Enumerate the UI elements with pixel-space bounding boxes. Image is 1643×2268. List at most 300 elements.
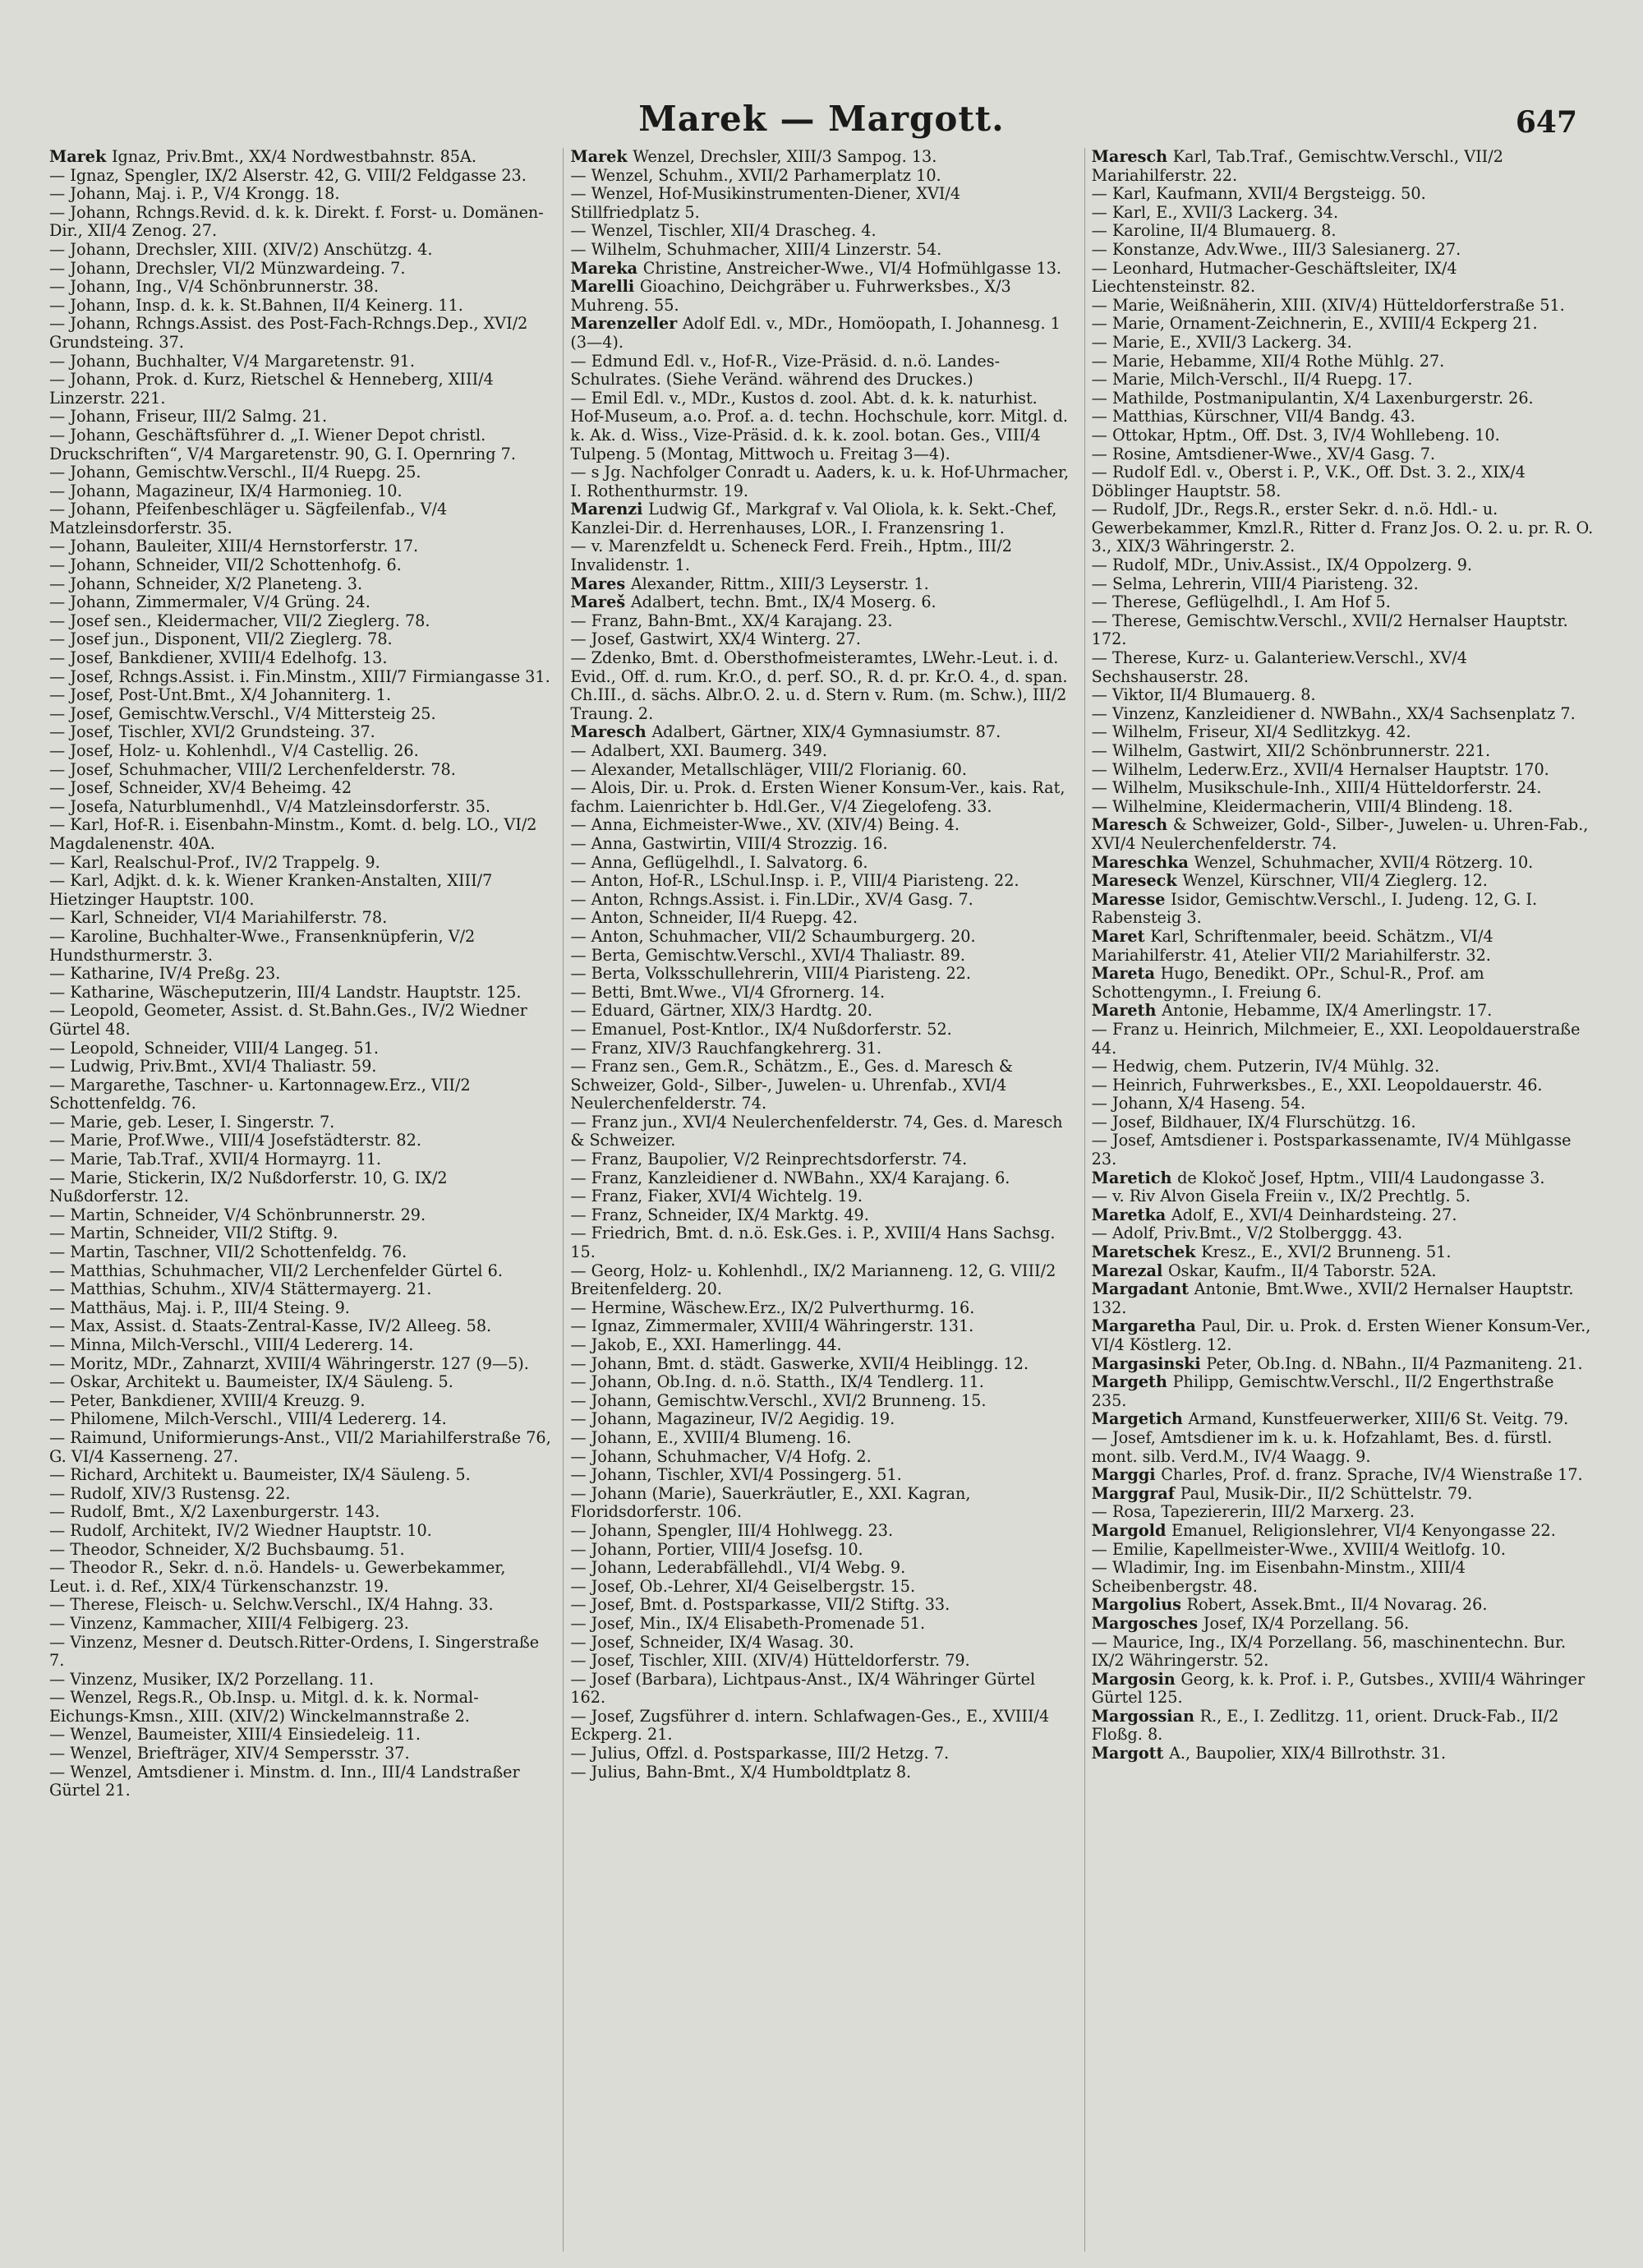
entry-surname: Mareth <box>1091 1001 1162 1021</box>
entry-surname: Margetich <box>1091 1409 1189 1429</box>
directory-entry <box>1092 1503 1594 1522</box>
directory-entry <box>1092 928 1594 965</box>
entry-details: — Jakob, E., XXI. Hamerlingg. 44. <box>570 1335 842 1354</box>
directory-entry <box>570 630 1072 649</box>
entry-details: — Rudolf, Bmt., X/2 Laxenburgerstr. 143. <box>49 1502 380 1522</box>
entry-surname: Maretschek <box>1091 1242 1202 1262</box>
directory-entry <box>1092 371 1594 390</box>
entry-details: — Anton, Schneider, II/4 Ruepg. 42. <box>570 908 858 928</box>
directory-entry <box>49 1634 551 1671</box>
entry-details: de Klokoč Josef, Hptm., VIII/4 Laudongasse 3. <box>1177 1168 1545 1187</box>
directory-entry <box>1092 1262 1594 1281</box>
entry-surname: Margeth <box>1091 1372 1173 1392</box>
entry-details: Hugo, Benedikt. OPr., Schul-R., Prof. am Schottengymn., I. Freiung 6. <box>1091 964 1484 1002</box>
directory-entry <box>570 1113 1072 1150</box>
column-1 <box>49 148 551 2252</box>
entry-surname: Marek <box>49 148 112 166</box>
directory-entry <box>1092 742 1594 761</box>
entry-details: — Johann, Magazineur, IX/4 Harmonieg. 10. <box>49 481 403 500</box>
entry-details: — Josef, Tischler, XIII. (XIV/4) Hütteldorferstr. 79. <box>570 1651 970 1671</box>
directory-entry <box>1092 1708 1594 1745</box>
directory-entry <box>570 1596 1072 1615</box>
entry-details: — Johann, Geschäftsführer d. „I. Wiener Depot christl. Druckschriften“, V/4 Margaretenstr. 90, G. I. Opernring 7. <box>49 425 516 463</box>
entry-details: Wenzel, Kürschner, VII/4 Zieglerg. 12. <box>1182 871 1488 891</box>
directory-entry <box>570 1392 1072 1411</box>
directory-entry <box>1092 1058 1594 1076</box>
entry-details: — Josef, Zugsführer d. intern. Schlafwagen-Ges., E., XVIII/4 Eckperg. 21. <box>570 1706 1050 1745</box>
entry-details: — Franz, Schneider, IX/4 Marktg. 49. <box>570 1205 869 1224</box>
entry-details: Paul, Musik-Dir., II/2 Schüttelstr. 79. <box>1180 1483 1473 1503</box>
directory-entry <box>1092 222 1594 241</box>
directory-entry <box>1092 445 1594 464</box>
entry-details: — v. Marenzfeldt u. Scheneck Ferd. Freih., Hptm., III/2 Invalidenstr. 1. <box>570 537 1013 575</box>
directory-entry <box>570 1634 1072 1653</box>
directory-entry <box>49 612 551 631</box>
directory-entry <box>49 798 551 817</box>
entry-details: Paul, Dir. u. Prok. d. Ersten Wiener Konsum-Ver., VI/4 Köstlerg. 12. <box>1091 1316 1591 1354</box>
directory-entry <box>1092 315 1594 334</box>
entry-details: — Vinzenz, Kammacher, XIII/4 Felbigerg. 23. <box>49 1613 409 1633</box>
directory-entry <box>1092 241 1594 260</box>
directory-entry <box>570 575 1072 594</box>
directory-entry <box>570 167 1072 186</box>
directory-entry <box>570 649 1072 723</box>
entry-details: — Johann, Maj. i. P., V/4 Krongg. 18. <box>49 184 340 204</box>
directory-entry <box>1092 723 1594 742</box>
directory-entry <box>49 1113 551 1132</box>
entry-details: — Konstanze, Adv.Wwe., III/3 Salesianerg. 27. <box>1091 239 1461 259</box>
entry-details: — Marie, Ornament-Zeichnerin, E., XVIII/4 Eckperg 21. <box>1091 314 1538 334</box>
entry-details: — Hermine, Wäschew.Erz., IX/2 Pulverthurmg. 16. <box>570 1298 975 1317</box>
entry-details: — Rosa, Tapeziererin, III/2 Marxerg. 23. <box>1091 1502 1415 1522</box>
directory-entry <box>1092 463 1594 500</box>
entry-details: — Franz u. Heinrich, Milchmeier, E., XXI. Leopoldauerstraße 44. <box>1091 1019 1581 1058</box>
directory-entry <box>570 1578 1072 1597</box>
directory-entry <box>49 1689 551 1726</box>
directory-entry <box>49 593 551 612</box>
directory-entry <box>570 1763 1072 1782</box>
directory-entry <box>49 426 551 463</box>
entry-details: — Philomene, Milch-Verschl., VIII/4 Ledererg. 14. <box>49 1409 447 1429</box>
entry-details: — Mathilde, Postmanipulantin, X/4 Laxenburgerstr. 26. <box>1091 388 1534 408</box>
entry-details: — Josef, Bildhauer, IX/4 Flurschützg. 16. <box>1091 1112 1416 1132</box>
entry-details: — Johann, Insp. d. k. k. St.Bahnen, II/4 Keinerg. 11. <box>49 295 463 315</box>
entry-details: — Karl, Adjkt. d. k. k. Wiener Kranken-Anstalten, XIII/7 Hietzinger Hauptstr. 100. <box>49 871 493 909</box>
entry-details: — Johann, Pfeifenbeschläger u. Sägfeilenfab., V/4 Matzleinsdorferstr. 35. <box>49 500 448 537</box>
entry-details: — Franz sen., Gem.R., Schätzm., E., Ges. d. Maresch & Schweizer, Gold-, Silber-, Juwelen- u. Uhrenfab., XVI/4 Neulerchenfelderstr. 74. <box>570 1057 1013 1113</box>
directory-entry <box>49 1726 551 1745</box>
entry-details: Kresz., E., XVI/2 Brunneng. 51. <box>1201 1242 1452 1262</box>
directory-entry <box>1092 1002 1594 1021</box>
directory-entry <box>570 1522 1072 1541</box>
entry-details: — Theodor, Schneider, X/2 Buchsbaumg. 51. <box>49 1539 405 1559</box>
directory-entry <box>570 723 1072 742</box>
directory-entry <box>570 1187 1072 1206</box>
directory-entry <box>570 500 1072 537</box>
entry-details: — Johann, Prok. d. Kurz, Rietschel & Henneberg, XIII/4 Linzerstr. 221. <box>49 370 494 408</box>
directory-entry <box>570 1262 1072 1299</box>
directory-entry <box>1092 686 1594 705</box>
entry-details: Alexander, Rittm., XIII/3 Leyserstr. 1. <box>630 574 929 593</box>
directory-entry <box>570 1002 1072 1021</box>
entry-details: — Johann, Buchhalter, V/4 Margaretenstr. 91. <box>49 351 415 371</box>
directory-entry <box>49 1058 551 1076</box>
entry-details: — Alois, Dir. u. Prok. d. Ersten Wiener Konsum-Ver., kais. Rat, fachm. Laienrichter b. Hdl.Ger., V/4 Ziegelofeng. 33. <box>570 778 1065 816</box>
directory-entry <box>570 854 1072 873</box>
directory-entry <box>49 1262 551 1281</box>
entry-details: — Marie, Milch-Verschl., II/4 Ruepg. 17. <box>1091 370 1413 390</box>
entry-details: — Friedrich, Bmt. d. n.ö. Esk.Ges. i. P., XVIII/4 Hans Sachsg. 15. <box>570 1224 1056 1262</box>
directory-entry <box>49 779 551 798</box>
entry-details: — Josef, Amtsdiener i. Postsparkassenamte, IV/4 Mühlgasse 23. <box>1091 1131 1572 1169</box>
entry-details: — s Jg. Nachfolger Conradt u. Aaders, k. u. k. Hof-Uhrmacher, I. Rothenthurmstr. 19. <box>570 463 1070 500</box>
directory-entry <box>1092 798 1594 817</box>
entry-surname: Margott <box>1091 1744 1170 1763</box>
directory-entry <box>49 482 551 501</box>
directory-entry <box>49 1745 551 1763</box>
entry-details: — Hedwig, chem. Putzerin, IV/4 Mühlg. 32. <box>1091 1057 1440 1076</box>
entry-details: Antonie, Bmt.Wwe., XVII/2 Hernalser Hauptstr. 132. <box>1091 1279 1574 1317</box>
entry-details: — Johann, Ing., V/4 Schönbrunnerstr. 38. <box>49 277 379 297</box>
entry-surname: Marelli <box>570 277 640 297</box>
directory-entry <box>570 1708 1072 1745</box>
entry-details: — Wenzel, Briefträger, XIV/4 Sempersstr. 37. <box>49 1744 410 1763</box>
directory-entry <box>1092 593 1594 612</box>
entry-details: A., Baupolier, XIX/4 Billrothstr. 31. <box>1169 1744 1447 1763</box>
entry-details: — Viktor, II/4 Blumauerg. 8. <box>1091 685 1316 705</box>
directory-entry <box>1092 1429 1594 1466</box>
directory-entry <box>570 947 1072 966</box>
entry-details: Wenzel, Schuhmacher, XVII/4 Rötzerg. 10. <box>1194 852 1534 872</box>
entry-details: — Anton, Hof-R., LSchul.Insp. i. P., VIII/4 Piaristeng. 22. <box>570 871 1019 891</box>
entry-details: — Zdenko, Bmt. d. Obersthofmeisteramtes, LWehr.-Leut. i. d. Evid., Off. d. rum. Kr.O., d. perf. SO., R. d. pr. Kr.O. 4., d. span. Ch.III., d. sächs. Albr.O. 2. u. d. Stern v. Rum. (m. Schw.), III/2 Traung. 2. <box>570 648 1068 723</box>
directory-entry <box>570 1040 1072 1058</box>
entry-details: Adolf, E., XVI/4 Deinhardsteing. 27. <box>1171 1205 1457 1224</box>
entry-details: Robert, Assek.Bmt., II/4 Novarag. 26. <box>1186 1595 1488 1615</box>
directory-entry <box>1092 854 1594 873</box>
entry-details: Emanuel, Religionslehrer, VI/4 Kenyongasse 22. <box>1171 1520 1556 1540</box>
directory-entry <box>1092 1243 1594 1262</box>
entry-details: — Johann, Drechsler, VI/2 Münzwardeing. 7. <box>49 258 406 278</box>
directory-entry <box>1092 1541 1594 1560</box>
directory-entry <box>49 1522 551 1541</box>
directory-entry <box>570 1058 1072 1113</box>
entry-details: — Therese, Geflügelhdl., I. Am Hof 5. <box>1091 592 1391 612</box>
entry-surname: Maresse <box>1091 889 1171 909</box>
directory-entry <box>570 148 1072 167</box>
directory-entry <box>49 241 551 260</box>
entry-details: — Franz, Bahn-Bmt., XX/4 Karajang. 23. <box>570 611 893 630</box>
entry-details: Antonie, Hebamme, IX/4 Amerlingstr. 17. <box>1162 1001 1493 1021</box>
directory-entry <box>570 1373 1072 1392</box>
directory-entry <box>570 1615 1072 1634</box>
entry-details: — Josef, Schneider, XV/4 Beheimg. 42 <box>49 778 352 798</box>
directory-entry <box>49 1763 551 1800</box>
entry-details: Georg, k. k. Prof. i. P., Gutsbes., XVIII/4 Währinger Gürtel 125. <box>1091 1669 1585 1708</box>
entry-details: — Ludwig, Priv.Bmt., XVI/4 Thaliastr. 59. <box>49 1057 377 1076</box>
directory-entry <box>1092 705 1594 724</box>
entry-details: — Wenzel, Hof-Musikinstrumenten-Diener, XVI/4 Stillfriedplatz 5. <box>570 184 961 222</box>
entry-details: — Martin, Schneider, V/4 Schönbrunnerstr. 29. <box>49 1205 426 1224</box>
entry-details: — Heinrich, Fuhrwerksbes., E., XXI. Leopoldauerstr. 46. <box>1091 1075 1543 1095</box>
directory-entry <box>1092 260 1594 297</box>
directory-entry <box>570 1448 1072 1467</box>
directory-entry <box>1092 1596 1594 1615</box>
column-2 <box>563 148 1072 2252</box>
entry-details: — Josef, Tischler, XVI/2 Grundsteing. 37. <box>49 722 375 742</box>
entry-details: — Karl, E., XVII/3 Lackerg. 34. <box>1091 202 1339 222</box>
directory-entry <box>570 390 1072 463</box>
entry-surname: Maretich <box>1091 1168 1178 1187</box>
entry-details: — Matthäus, Maj. i. P., III/4 Steing. 9. <box>49 1298 350 1317</box>
directory-entry <box>1092 965 1594 1002</box>
directory-entry <box>49 204 551 241</box>
directory-entry <box>570 463 1072 500</box>
directory-entry <box>49 371 551 408</box>
entry-details: — Margarethe, Taschner- u. Kartonnagew.Erz., VII/2 Schottenfeldg. 76. <box>49 1075 471 1113</box>
directory-entry <box>49 148 551 167</box>
directory-entry <box>1092 1224 1594 1243</box>
directory-entry <box>1092 204 1594 223</box>
directory-entry <box>570 260 1072 279</box>
entry-details: — Anna, Eichmeister-Wwe., XV. (XIV/4) Being. 4. <box>570 815 960 835</box>
directory-entry <box>49 630 551 649</box>
entry-details: — Josef (Barbara), Lichtpaus-Anst., IX/4 Währinger Gürtel 162. <box>570 1669 1036 1708</box>
directory-entry <box>49 1299 551 1318</box>
entry-details: — Wilhelm, Friseur, XI/4 Sedlitzkyg. 42. <box>1091 722 1411 742</box>
directory-entry <box>49 1355 551 1374</box>
entry-details: & Schweizer, Gold-, Silber-, Juwelen- u. Uhren-Fab., XVI/4 Neulerchenfelderstr. 74. <box>1091 815 1589 853</box>
directory-entry <box>49 686 551 705</box>
directory-entry <box>570 779 1072 816</box>
directory-entry <box>49 1076 551 1113</box>
entry-details: — Josef sen., Kleidermacher, VII/2 Zieglerg. 78. <box>49 611 430 630</box>
entry-details: — Josefa, Naturblumenhdl., V/4 Matzleinsdorferstr. 35. <box>49 796 491 816</box>
directory-entry <box>49 668 551 687</box>
directory-entry <box>1092 1206 1594 1225</box>
entry-details: — Emanuel, Post-Kntlor., IX/4 Nußdorferstr. 52. <box>570 1019 952 1039</box>
directory-entry <box>49 315 551 352</box>
directory-entry <box>570 241 1072 260</box>
directory-entry <box>570 1671 1072 1708</box>
entry-details: — Marie, geb. Leser, I. Singerstr. 7. <box>49 1112 335 1132</box>
entry-details: — Matthias, Schuhmacher, VII/2 Lerchenfelder Gürtel 6. <box>49 1261 503 1280</box>
entry-details: — Johann, Schneider, X/2 Planeteng. 3. <box>49 574 363 593</box>
directory-entry <box>1092 1466 1594 1485</box>
entry-details: — Johann, Schuhmacher, V/4 Hofg. 2. <box>570 1446 872 1466</box>
directory-entry <box>49 872 551 909</box>
entry-details: — Franz, Fiaker, XVI/4 Wichtelg. 19. <box>570 1187 863 1206</box>
directory-entry <box>49 1373 551 1392</box>
entry-details: — Martin, Schneider, VII/2 Stiftg. 9. <box>49 1224 338 1243</box>
entry-details: Philipp, Gemischtw.Verschl., II/2 Engerthstraße 235. <box>1091 1372 1554 1410</box>
directory-entry <box>1092 761 1594 780</box>
directory-entry <box>570 537 1072 574</box>
entry-details: — Katharine, Wäscheputzerin, III/4 Landstr. Hauptstr. 125. <box>49 982 522 1002</box>
page-header <box>49 99 1594 148</box>
directory-entry <box>49 1336 551 1355</box>
directory-entry <box>570 353 1072 390</box>
entry-details: — Johann, Schneider, VII/2 Schottenhofg. 6. <box>49 555 402 575</box>
directory-entry <box>570 1745 1072 1763</box>
entry-details: — Marie, E., XVII/3 Lackerg. 34. <box>1091 332 1352 352</box>
entry-details: — Wenzel, Schuhm., XVII/2 Parhamerplatz 10. <box>570 165 941 185</box>
directory-entry <box>49 1466 551 1485</box>
directory-entry <box>570 1021 1072 1040</box>
entry-details: — Adalbert, XXI. Baumerg. 349. <box>570 741 827 760</box>
entry-details: Gioachino, Deichgräber u. Fuhrwerksbes., X/3 Muhreng. 55. <box>570 277 1011 315</box>
directory-entry <box>570 612 1072 631</box>
entry-details: — Franz, XIV/3 Rauchfangkehrerg. 31. <box>570 1038 882 1058</box>
entry-details: — Max, Assist. d. Staats-Zentral-Kasse, IV/2 Alleeg. 58. <box>49 1316 492 1336</box>
directory-entry <box>49 1040 551 1058</box>
entry-surname: Mareschka <box>1091 852 1194 872</box>
entry-details: — Ignaz, Zimmermaler, XVIII/4 Währingerstr. 131. <box>570 1316 974 1336</box>
directory-entry <box>570 965 1072 984</box>
directory-entry <box>1092 1021 1594 1058</box>
entry-details: — Anton, Rchngs.Assist. i. Fin.LDir., XV/4 Gasg. 7. <box>570 889 973 909</box>
directory-entry <box>570 1429 1072 1448</box>
directory-entry <box>49 649 551 668</box>
directory-entry <box>49 761 551 780</box>
directory-entry <box>570 1299 1072 1318</box>
directory-entry <box>1092 649 1594 686</box>
entry-details: — Emil Edl. v., MDr., Kustos d. zool. Abt. d. k. k. naturhist. Hof-Museum, a.o. Prof. a. d. techn. Hochschule, korr. Mitgl. d. k. Ak. d. Wiss., Vize-Präsid. d. k. k. zool. botan. Ges., VIII/4 Tulpeng. 5 (Montag, Mittwoch u. Freitag 3—4). <box>570 388 1069 463</box>
entry-details: — Josef, Post-Unt.Bmt., X/4 Johanniterg. 1. <box>49 685 392 705</box>
entry-details: — Johann, Zimmermaler, V/4 Grüng. 24. <box>49 592 370 612</box>
entry-details: Armand, Kunstfeuerwerker, XIII/6 St. Veitg. 79. <box>1188 1409 1569 1429</box>
entry-details: — Franz, Baupolier, V/2 Reinprechtsdorferstr. 74. <box>570 1150 968 1169</box>
entry-details: — Johann, Drechsler, XIII. (XIV/2) Anschützg. 4. <box>49 239 433 259</box>
entry-details: — Johann (Marie), Sauerkräutler, E., XXI. Kagran, Floridsdorferstr. 106. <box>570 1483 971 1522</box>
directory-entry <box>1092 297 1594 316</box>
directory-entry <box>49 1559 551 1596</box>
entry-details: — Karoline, II/4 Blumauerg. 8. <box>1091 221 1337 241</box>
directory-entry <box>570 816 1072 835</box>
directory-entry <box>49 260 551 279</box>
directory-entry <box>570 1466 1072 1485</box>
directory-entry <box>1092 1113 1594 1132</box>
directory-entry <box>1092 1634 1594 1671</box>
entry-surname: Marenzeller <box>570 314 683 334</box>
entry-details: — Wladimir, Ing. im Eisenbahn-Minstm., XIII/4 Scheibenbergstr. 48. <box>1091 1558 1466 1596</box>
entry-details: — Rudolf, JDr., Regs.R., erster Sekr. d. n.ö. Hdl.- u. Gewerbekammer, Kmzl.R., Ritter d. Franz Jos. O. 2. u. pr. R. O. 3., XIX/3 Währingerstr. 2. <box>1091 500 1594 556</box>
entry-details: — Matthias, Schuhm., XIV/4 Stättermayerg. 21. <box>49 1279 432 1299</box>
directory-entry <box>1092 1522 1594 1541</box>
entry-details: — Johann, E., XVIII/4 Blumeng. 16. <box>570 1427 852 1447</box>
entry-details: — Rudolf, XIV/3 Rustensg. 22. <box>49 1483 291 1503</box>
directory-entry <box>49 1002 551 1039</box>
directory-entry <box>49 965 551 984</box>
entry-details: Adalbert, Gärtner, XIX/4 Gymnasiumstr. 87. <box>651 722 1001 742</box>
directory-entry <box>49 984 551 1003</box>
directory-entry <box>1092 1317 1594 1354</box>
entry-surname: Mares <box>570 574 631 593</box>
directory-entry <box>1092 185 1594 204</box>
entry-details: — Vinzenz, Musiker, IX/2 Porzellang. 11. <box>49 1669 375 1689</box>
directory-entry <box>570 1652 1072 1671</box>
entry-details: — Karl, Hof-R. i. Eisenbahn-Minstm., Komt. d. belg. LO., VI/2 Magdalenenstr. 40A. <box>49 815 537 853</box>
directory-entry <box>570 761 1072 780</box>
entry-details: — Wilhelm, Musikschule-Inh., XIII/4 Hütteldorferstr. 24. <box>1091 778 1542 798</box>
entry-surname: Margolius <box>1091 1595 1187 1615</box>
directory-entry <box>570 835 1072 854</box>
page-number: 647 <box>1515 105 1577 140</box>
directory-entry <box>49 537 551 556</box>
entry-details: — Emilie, Kapellmeister-Wwe., XVIII/4 Weitlofg. 10. <box>1091 1539 1506 1559</box>
directory-entry <box>49 500 551 537</box>
entry-details: — Therese, Gemischtw.Verschl., XVII/2 Hernalser Hauptstr. 172. <box>1091 611 1568 649</box>
directory-entry <box>49 1280 551 1299</box>
entry-details: — Franz jun., XVI/4 Neulerchenfelderstr. 74, Ges. d. Maresch & Schweizer. <box>570 1112 1063 1150</box>
entry-details: Ludwig Gf., Markgraf v. Val Oliola, k. k. Sekt.-Chef, Kanzlei-Dir. d. Herrenhauses, LOR., I. Franzensring 1. <box>570 500 1057 537</box>
directory-entry <box>1092 390 1594 408</box>
entry-details: — Minna, Milch-Verschl., VIII/4 Ledererg. 14. <box>49 1335 414 1354</box>
entry-surname: Maret <box>1091 926 1151 946</box>
directory-entry <box>570 1336 1072 1355</box>
directory-entry <box>1092 779 1594 798</box>
directory-entry <box>570 315 1072 352</box>
entry-details: — Berta, Volksschullehrerin, VIII/4 Piaristeng. 22. <box>570 964 971 984</box>
entry-surname: Mareš <box>570 592 631 612</box>
directory-entry <box>1092 1169 1594 1188</box>
entry-details: — Johann, Spengler, III/4 Hohlwegg. 23. <box>570 1520 894 1540</box>
page-title: Marek — Margott. <box>638 99 1005 139</box>
directory-entry <box>570 1317 1072 1336</box>
entry-details: — Josef, Schneider, IX/4 Wasag. 30. <box>570 1632 854 1652</box>
directory-entry <box>49 575 551 594</box>
directory-entry <box>570 909 1072 928</box>
directory-entry <box>1092 556 1594 575</box>
entry-surname: Maresch <box>1091 148 1173 166</box>
entry-surname: Marenzi <box>570 500 649 519</box>
entry-details: — Wenzel, Regs.R., Ob.Insp. u. Mitgl. d. k. k. Normal-Eichungs-Kmsn., XIII. (XIV/2) Winckelmannstraße 2. <box>49 1688 479 1726</box>
directory-entry <box>49 1317 551 1336</box>
directory-entry <box>1092 1671 1594 1708</box>
entry-details: — Josef, Holz- u. Kohlenhdl., V/4 Castellig. 26. <box>49 741 419 760</box>
entry-surname: Maretka <box>1091 1205 1171 1224</box>
directory-entry <box>49 1169 551 1206</box>
entry-details: — Josef, Ob.-Lehrer, XI/4 Geiselbergstr. 15. <box>570 1576 916 1596</box>
entry-details: — Ottokar, Hptm., Off. Dst. 3, IV/4 Wohllebeng. 10. <box>1091 425 1500 445</box>
entry-details: Oskar, Kaufm., II/4 Taborstr. 52A. <box>1167 1261 1437 1280</box>
entry-details: — Johann, Lederabfällehdl., VI/4 Webg. 9. <box>570 1558 906 1578</box>
entry-details: Christine, Anstreicher-Wwe., VI/4 Hofmühlgasse 13. <box>642 258 1062 278</box>
entry-surname: Mareseck <box>1091 871 1183 891</box>
entry-details: — Martin, Taschner, VII/2 Schottenfeldg. 76. <box>49 1242 407 1262</box>
directory-entry <box>570 222 1072 241</box>
entry-details: — Julius, Offzl. d. Postsparkasse, III/2 Hetzg. 7. <box>570 1744 950 1763</box>
directory-entry <box>49 742 551 761</box>
entry-details: — Johann, Rchngs.Revid. d. k. k. Direkt. f. Forst- u. Domänen-Dir., XII/4 Zenog. 27. <box>49 202 544 241</box>
directory-entry <box>49 278 551 297</box>
entry-details: — Katharine, IV/4 Preßg. 23. <box>49 964 281 984</box>
entry-surname: Margossian <box>1091 1706 1200 1726</box>
directory-entry <box>570 593 1072 612</box>
entry-details: — Josef, Min., IX/4 Elisabeth-Promenade 51. <box>570 1613 926 1633</box>
entry-details: — Wilhelm, Lederw.Erz., XVII/4 Hernalser Hauptstr. 170. <box>1091 759 1549 779</box>
entry-details: — Therese, Fleisch- u. Selchw.Verschl., IX/4 Hahng. 33. <box>49 1595 494 1615</box>
column-3 <box>1084 148 1594 2252</box>
entry-details: — Richard, Architekt u. Baumeister, IX/4 Säuleng. 5. <box>49 1465 471 1485</box>
entry-details: Isidor, Gemischtw.Verschl., I. Judeng. 12, G. I. Rabensteig 3. <box>1091 889 1538 928</box>
directory-entry <box>49 1132 551 1150</box>
directory-entry <box>1092 426 1594 445</box>
entry-details: — Johann, Bauleiter, XIII/4 Hernstorferstr. 17. <box>49 537 419 556</box>
entry-details: Karl, Tab.Traf., Gemischtw.Verschl., VII/2 Mariahilferstr. 22. <box>1091 148 1503 185</box>
directory-entry <box>1092 575 1594 594</box>
entry-details: — Rudolf, MDr., Univ.Assist., IX/4 Oppolzerg. 9. <box>1091 555 1473 575</box>
